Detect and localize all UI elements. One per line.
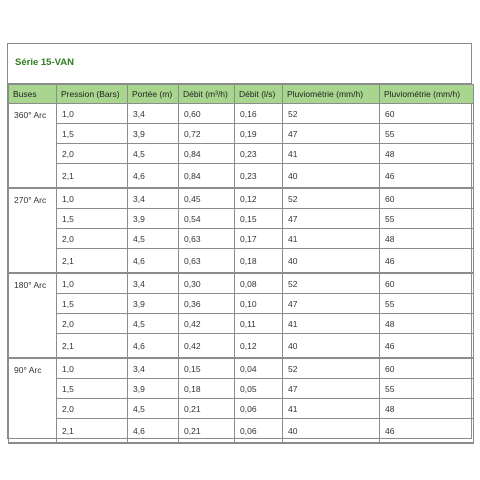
table-row [9, 294, 474, 314]
table-cell: 3,4 [128, 273, 179, 294]
header-cell: Débit (m³/h) [179, 85, 235, 104]
table-cell: 1,5 [57, 124, 128, 144]
table-cell: 0,16 [235, 104, 283, 124]
table-cell: 2,1 [57, 249, 128, 274]
table-cell: 46 [380, 249, 474, 274]
table-cell: 46 [380, 419, 474, 444]
table-cell: 3,4 [128, 104, 179, 124]
table-body [9, 104, 474, 444]
table-row [9, 379, 474, 399]
table-cell: 48 [380, 399, 474, 419]
table-cell: 48 [380, 229, 474, 249]
table-row [9, 124, 474, 144]
table-cell: 2,1 [57, 334, 128, 359]
table-cell: 3,9 [128, 379, 179, 399]
table-cell: 41 [283, 399, 380, 419]
table-row [9, 314, 474, 334]
table-cell: 2,0 [57, 229, 128, 249]
table-cell: 0,05 [235, 379, 283, 399]
table-cell: 3,4 [128, 188, 179, 209]
table-cell: 4,5 [128, 399, 179, 419]
table-row [9, 164, 474, 189]
table-cell: 0,18 [235, 249, 283, 274]
table-cell: 41 [283, 314, 380, 334]
table-cell: 52 [283, 358, 380, 379]
spec-table [8, 84, 474, 444]
table-cell: 1,0 [57, 358, 128, 379]
table-cell: 2,1 [57, 164, 128, 189]
table-cell: 2,0 [57, 144, 128, 164]
buses-cell: 360° Arc [9, 104, 57, 189]
table-cell: 1,0 [57, 273, 128, 294]
table-cell: 4,5 [128, 144, 179, 164]
table-cell: 41 [283, 229, 380, 249]
table-cell: 1,5 [57, 379, 128, 399]
table-cell: 60 [380, 188, 474, 209]
table-cell: 4,5 [128, 229, 179, 249]
table-cell: 0,15 [179, 358, 235, 379]
table-cell: 0,84 [179, 164, 235, 189]
table-cell: 0,04 [235, 358, 283, 379]
table-cell: 40 [283, 164, 380, 189]
table-row [9, 273, 474, 294]
table-row [9, 209, 474, 229]
table-cell: 55 [380, 209, 474, 229]
table-cell: 2,0 [57, 314, 128, 334]
table-cell: 47 [283, 379, 380, 399]
header-cell: Pluviométrie (mm/h) [380, 85, 474, 104]
buses-cell: 270° Arc [9, 188, 57, 273]
table-cell: 0,06 [235, 419, 283, 444]
table-cell: 47 [283, 294, 380, 314]
header-cell: Buses [9, 85, 57, 104]
table-cell: 40 [283, 419, 380, 444]
table-cell: 1,0 [57, 188, 128, 209]
spec-table-frame [7, 43, 472, 439]
table-cell: 0,15 [235, 209, 283, 229]
table-row [9, 188, 474, 209]
table-cell: 1,5 [57, 209, 128, 229]
table-row [9, 358, 474, 379]
table-cell: 3,9 [128, 209, 179, 229]
table-cell: 52 [283, 188, 380, 209]
table-cell: 0,21 [179, 419, 235, 444]
header-cell: Pluviométrie (mm/h) [283, 85, 380, 104]
table-cell: 60 [380, 358, 474, 379]
buses-cell: 180° Arc [9, 273, 57, 358]
table-cell: 52 [283, 104, 380, 124]
table-cell: 2,0 [57, 399, 128, 419]
table-cell: 0,63 [179, 249, 235, 274]
table-cell: 60 [380, 104, 474, 124]
table-cell: 0,54 [179, 209, 235, 229]
header-cell: Débit (l/s) [235, 85, 283, 104]
table-cell: 0,36 [179, 294, 235, 314]
table-cell: 0,08 [235, 273, 283, 294]
table-cell: 52 [283, 273, 380, 294]
table-cell: 0,72 [179, 124, 235, 144]
table-cell: 3,9 [128, 124, 179, 144]
header-cell: Pression (Bars) [57, 85, 128, 104]
table-cell: 3,4 [128, 358, 179, 379]
header-row [9, 85, 474, 104]
buses-cell: 90° Arc [9, 358, 57, 443]
table-cell: 0,19 [235, 124, 283, 144]
table-cell: 47 [283, 124, 380, 144]
table-cell: 40 [283, 334, 380, 359]
table-cell: 0,11 [235, 314, 283, 334]
table-cell: 0,18 [179, 379, 235, 399]
table-cell: 4,6 [128, 164, 179, 189]
table-row [9, 104, 474, 124]
table-cell: 1,0 [57, 104, 128, 124]
table-cell: 0,12 [235, 188, 283, 209]
table-cell: 0,30 [179, 273, 235, 294]
table-cell: 60 [380, 273, 474, 294]
table-cell: 55 [380, 379, 474, 399]
table-cell: 46 [380, 334, 474, 359]
table-cell: 48 [380, 314, 474, 334]
table-cell: 47 [283, 209, 380, 229]
table-cell: 0,23 [235, 164, 283, 189]
table-cell: 0,60 [179, 104, 235, 124]
table-cell: 0,42 [179, 334, 235, 359]
table-cell: 46 [380, 164, 474, 189]
table-cell: 0,17 [235, 229, 283, 249]
table-cell: 55 [380, 294, 474, 314]
table-cell: 55 [380, 124, 474, 144]
table-cell: 0,84 [179, 144, 235, 164]
header-cell: Portée (m) [128, 85, 179, 104]
table-row [9, 334, 474, 359]
table-cell: 4,5 [128, 314, 179, 334]
table-cell: 4,6 [128, 334, 179, 359]
table-row [9, 144, 474, 164]
table-cell: 48 [380, 144, 474, 164]
table-cell: 0,45 [179, 188, 235, 209]
table-cell: 3,9 [128, 294, 179, 314]
table-row [9, 399, 474, 419]
table-cell: 4,6 [128, 249, 179, 274]
table-title: Série 15-VAN [8, 44, 471, 84]
table-row [9, 419, 474, 444]
table-cell: 1,5 [57, 294, 128, 314]
table-cell: 2,1 [57, 419, 128, 444]
table-cell: 0,21 [179, 399, 235, 419]
table-row [9, 249, 474, 274]
table-cell: 0,06 [235, 399, 283, 419]
table-row [9, 229, 474, 249]
table-cell: 0,63 [179, 229, 235, 249]
table-cell: 0,12 [235, 334, 283, 359]
table-cell: 0,42 [179, 314, 235, 334]
table-cell: 4,6 [128, 419, 179, 444]
table-cell: 40 [283, 249, 380, 274]
table-cell: 0,23 [235, 144, 283, 164]
table-cell: 41 [283, 144, 380, 164]
table-cell: 0,10 [235, 294, 283, 314]
